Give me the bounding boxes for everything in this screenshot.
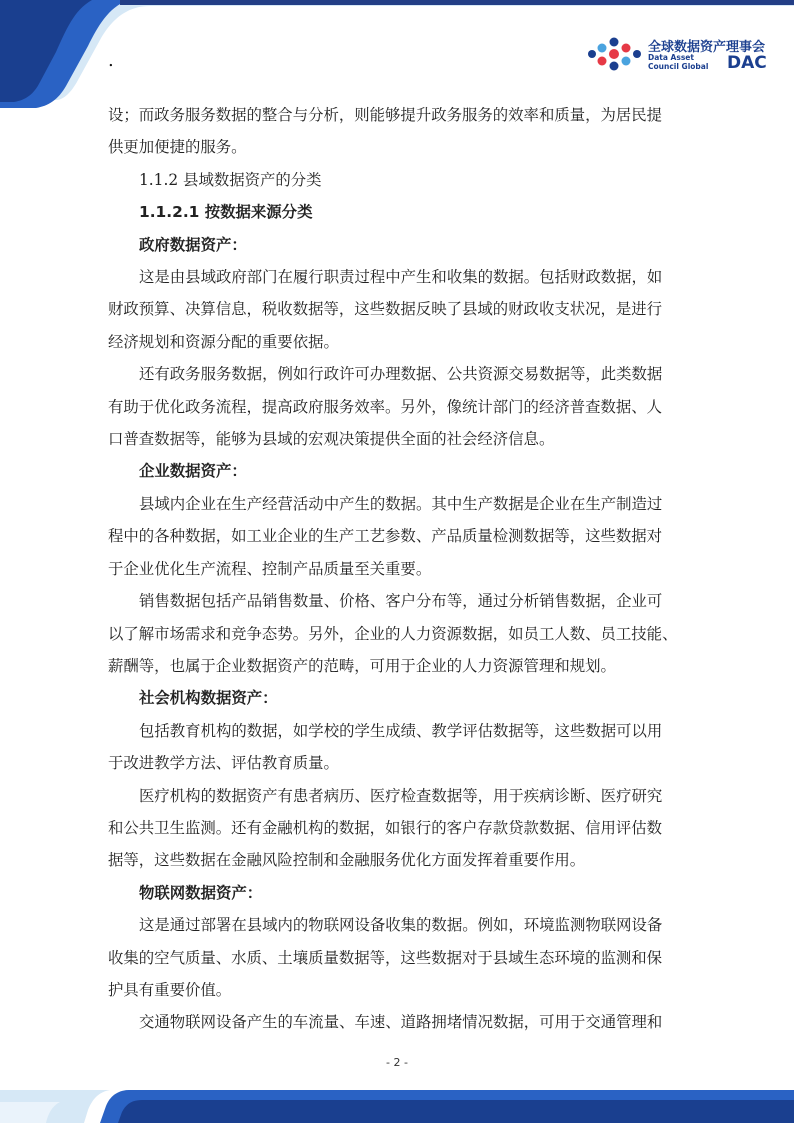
paragraph: 县域内企业在生产经营活动中产生的数据。其中生产数据是企业在生产制造过 程中的各种数据，如工业企业的生产工艺参数、产品质量检测数据等，这些数据对 于企业优化生产流程、控制产品质量至关重要。 [108, 494, 663, 578]
logo-name-en: Data Asset Council Global [648, 53, 709, 71]
paragraph: 销售数据包括产品销售数量、价格、客户分布等，通过分析销售数据，企业可 以了解市场需求和竞争态势。另外，企业的人力资源数据，如员工人数、员工技能、 薪酬等，也属于企业数据资产的范畴，可用于企业的人力资源管理和规划。 [108, 592, 678, 675]
footer-decoration [0, 1080, 794, 1123]
paragraph: 交通物联网设备产生的车流量、车速、道路拥堵情况数据，可用于交通管理和 [139, 1013, 663, 1032]
logo-abbr: DAC [727, 53, 767, 73]
category-heading-iot: 物联网数据资产： [139, 883, 263, 902]
paragraph: 包括教育机构的数据，如学校的学生成绩、教学评估数据等，这些数据可以用 于改进教学方法、评估教育质量。 [108, 721, 663, 773]
category-heading-soc: 社会机构数据资产： [139, 689, 278, 708]
paragraph: 设；而政务服务数据的整合与分析，则能够提升政务服务的效率和质量，为居民提 供更加便捷的服务。 [108, 106, 663, 157]
paragraph: 医疗机构的数据资产有患者病历、医疗检查数据等，用于疾病诊断、医疗研究 和公共卫生监测。还有金融机构的数据，如银行的客户存款贷款数据、信用评估数 据等，这些数据在金融风险控制和金融服务优化方面发挥着重要作用。 [108, 786, 663, 870]
category-heading-ent: 企业数据资产： [139, 462, 247, 481]
category-heading-gov: 政府数据资产： [139, 235, 247, 254]
paragraph: 这是通过部署在县域内的物联网设备收集的数据。例如，环境监测物联网设备 收集的空气质量、水质、土壤质量数据等，这些数据对于县域生态环境的监测和保 护具有重要价值。 [108, 916, 663, 999]
subsection-heading: 1.1.2.1 按数据来源分类 [139, 203, 313, 222]
header-dot: . [108, 50, 114, 71]
logo-name-cn: 全球数据资产理事会 [648, 40, 766, 55]
dac-logo-icon [586, 34, 646, 74]
paragraph: 还有政务服务数据，例如行政许可办理数据、公共资源交易数据等，此类数据 有助于优化政务流程，提高政府服务效率。另外，像统计部门的经济普查数据、人 口普查数据等，能够为县域的宏观决策提供全面的社会经济信息。 [108, 365, 663, 449]
section-heading: 1.1.2 县域数据资产的分类 [139, 170, 322, 189]
paragraph: 这是由县域政府部门在履行职责过程中产生和收集的数据。包括财政数据，如 财政预算、决算信息，税收数据等，这些数据反映了县域的财政收支状况，是进行 经济规划和资源分配的重要依据。 [108, 268, 663, 351]
page-number: - 2 - [386, 1056, 408, 1069]
document-body [108, 99, 694, 1039]
